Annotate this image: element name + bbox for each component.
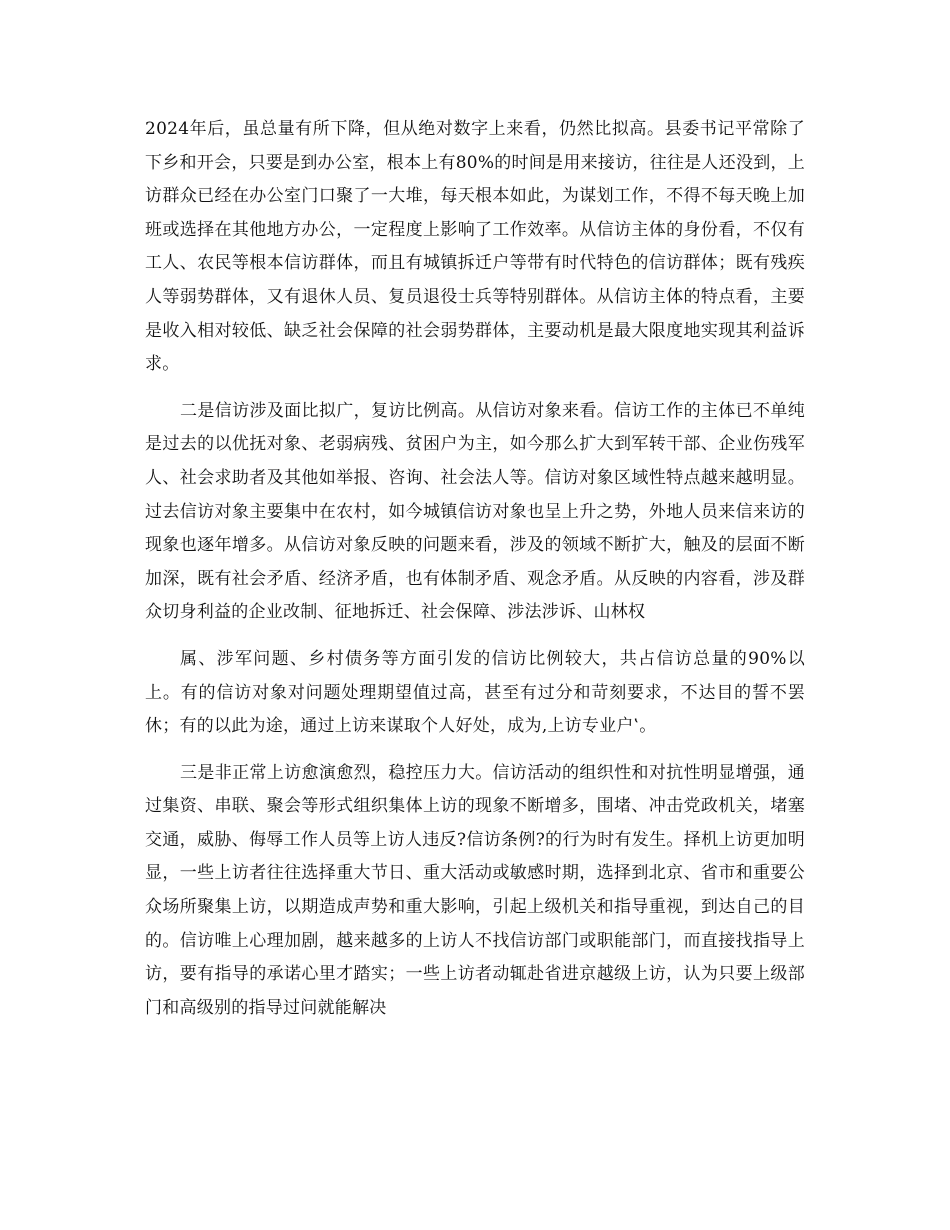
document-page: [145, 113, 805, 1038]
paragraph-4: 三是非正常上访愈演愈烈，稳控压力大。信访活动的组织性和对抗性明显增强，通过集资、串联、聚会等形式组织集体上访的现象不断增多，围堵、冲击党政机关，堵塞交通，威胁、侮辱工作人员等上访人违反?信访条例?的行为时有发生。择机上访更加明显，一些上访者往往选择重大节日、重大活动或敏感时期，选择到北京、省市和重要公众场所聚集上访，以期造成声势和重大影响，引起上级机关和指导重视，到达自己的目的。信访唯上心理加剧，越来越多的上访人不找信访部门或职能部门，而直接找指导上访，要有指导的承诺心里才踏实；一些上访者动辄赴省进京越级上访，认为只要上级部门和高级别的指导过问就能解决: [145, 762, 805, 1018]
paragraph-1: 2024年后，虽总量有所下降，但从绝对数字上来看，仍然比拟高。县委书记平常除了下乡和开会，只要是到办公室，根本上有80%的时间是用来接访，往往是人还没到，上访群众已经在办公室门口聚了一大堆，每天根本如此，为谋划工作，不得不每天晚上加班或选择在其他地方办公，一定程度上影响了工作效率。从信访主体的身份看，不仅有工人、农民等根本信访群体，而且有城镇拆迁户等带有时代特色的信访群体；既有残疾人等弱势群体，又有退休人员、复员退役士兵等特别群体。从信访主体的特点看，主要是收入相对较低、缺乏社会保障的社会弱势群体，主要动机是最大限度地实现其利益诉求。: [145, 119, 805, 375]
paragraph-3: 属、涉军问题、乡村债务等方面引发的信访比例较大，共占信访总量的90%以上。有的信访对象对问题处理期望值过高，甚至有过分和苛刻要求，不达目的誓不罢休；有的以此为途，通过上访来谋取个人好处，成为‚上访专业户‛。: [145, 648, 805, 737]
paragraph-2: 二是信访涉及面比拟广，复访比例高。从信访对象来看。信访工作的主体已不单纯是过去的以优抚对象、老弱病残、贫困户为主，如今那么扩大到军转干部、企业伤残军人、社会求助者及其他如举报、咨询、社会法人等。信访对象区域性特点越来越明显。过去信访对象主要集中在农村，如今城镇信访对象也呈上升之势，外地人员来信来访的现象也逐年增多。从信访对象反映的问题来看，涉及的领域不断扩大，触及的层面不断加深，既有社会矛盾、经济矛盾，也有体制矛盾、观念矛盾。从反映的内容看，涉及群众切身利益的企业改制、征地拆迁、社会保障、涉法涉诉、山林权: [145, 400, 805, 623]
